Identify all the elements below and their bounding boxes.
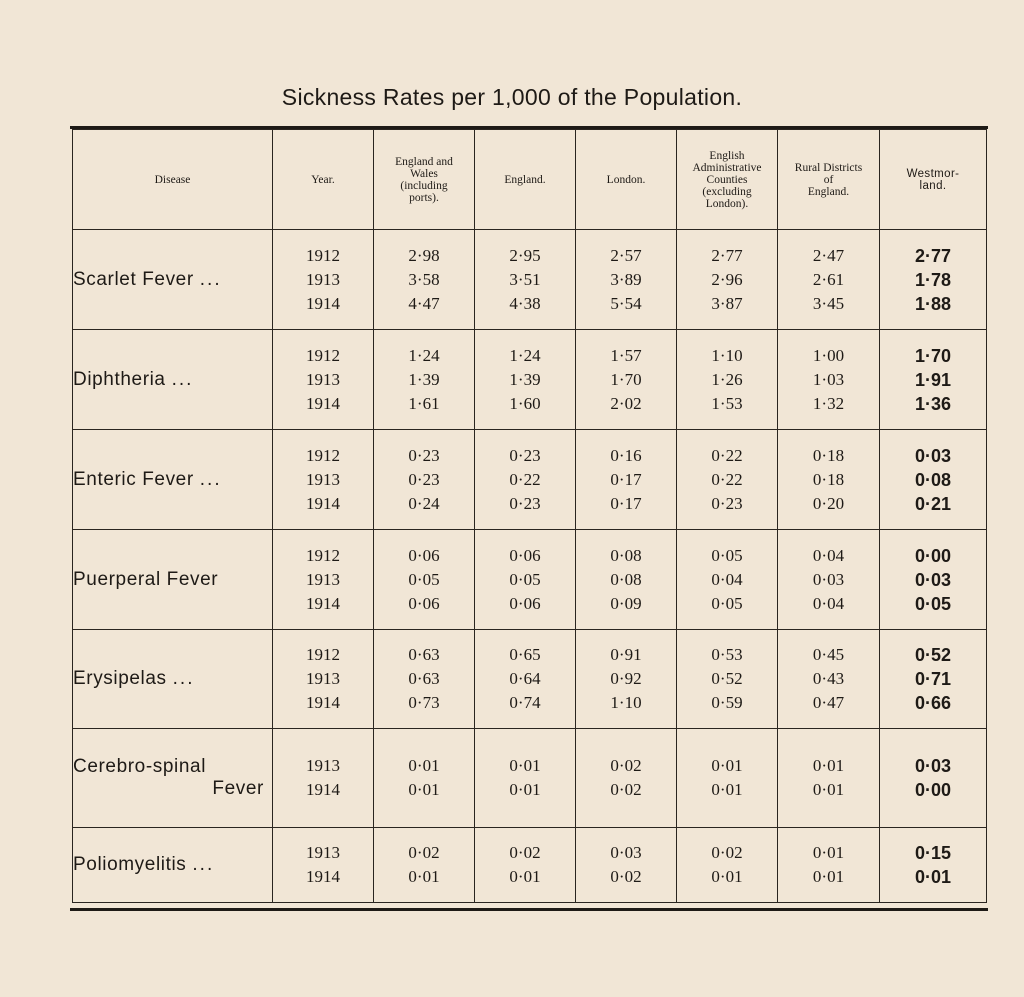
rate-value: 0·01	[509, 780, 541, 799]
year-value: 1913	[306, 469, 340, 489]
rate-value: 0·43	[812, 669, 845, 688]
disease-label: Puerperal Fever	[73, 568, 219, 590]
disease-label: Erysipelas	[73, 668, 167, 689]
rate-value: 0·00	[914, 780, 952, 800]
cell-years	[273, 828, 374, 903]
rate-value: 2·57	[610, 245, 642, 265]
year-value: 1914	[306, 393, 340, 413]
cell-years	[273, 330, 374, 430]
cell-england	[475, 630, 576, 729]
year-value: 1912	[306, 645, 340, 664]
rate-value: 0·01	[812, 756, 845, 775]
cell-england-wales	[374, 729, 475, 828]
rate-value: 1·60	[509, 393, 541, 413]
rate-value: 0·08	[610, 569, 642, 589]
cell-westmorland	[880, 330, 987, 430]
year-value: 1914	[306, 867, 340, 886]
sickness-rates-table	[72, 129, 987, 903]
rate-value: 0·02	[408, 843, 440, 862]
bottom-rule	[70, 908, 988, 911]
rate-value: 0·22	[711, 445, 743, 465]
rate-value: 0·23	[711, 493, 743, 513]
year-value: 1912	[306, 245, 340, 265]
rate-value: 0·01	[812, 867, 845, 886]
cell-admin-counties	[677, 230, 778, 330]
cell-westmorland	[880, 230, 987, 330]
header-admin-counties: English Administrative Counties (excluding London).	[677, 130, 778, 230]
rate-value: 0·15	[914, 843, 952, 863]
cell-admin-counties	[677, 630, 778, 729]
rate-value: 0·01	[408, 756, 440, 775]
cell-london	[576, 230, 677, 330]
year-value: 1913	[306, 269, 340, 289]
rate-value: 0·92	[610, 669, 642, 688]
rate-value: 0·01	[914, 867, 952, 887]
cell-london	[576, 630, 677, 729]
rate-value: 0·05	[711, 593, 743, 613]
rate-value: 0·01	[408, 780, 440, 799]
year-value: 1914	[306, 780, 340, 799]
cell-years	[273, 430, 374, 530]
rate-value: 1·70	[610, 369, 642, 389]
rate-value: 0·63	[408, 669, 440, 688]
rate-value: 0·01	[711, 780, 743, 799]
disease-name	[73, 630, 273, 729]
rate-value: 0·63	[408, 645, 440, 664]
cell-london	[576, 828, 677, 903]
year-value: 1913	[306, 756, 340, 775]
rate-value: 0·20	[812, 493, 845, 513]
rate-value: 1·70	[914, 345, 952, 366]
disease-label: Diphtheria	[73, 368, 166, 390]
rate-value: 1·36	[914, 393, 952, 414]
rate-value: 0·03	[610, 843, 642, 862]
rate-value: 0·22	[509, 469, 541, 489]
cell-admin-counties	[677, 828, 778, 903]
rate-value: 4·38	[509, 293, 541, 313]
cell-years	[273, 630, 374, 729]
rate-value: 0·01	[509, 756, 541, 775]
leader-dots: ...	[199, 468, 222, 490]
disease-label-line2: Fever	[212, 778, 264, 799]
cell-england	[475, 230, 576, 330]
cell-westmorland	[880, 430, 987, 530]
cell-england	[475, 530, 576, 630]
cell-england-wales	[374, 828, 475, 903]
page-title: Sickness Rates per 1,000 of the Population.	[281, 84, 743, 110]
rate-value: 0·21	[914, 493, 952, 514]
rate-value: 0·17	[610, 469, 642, 489]
disease-label: Enteric Fever	[73, 468, 194, 490]
disease-name	[73, 230, 273, 330]
cell-rural	[778, 530, 880, 630]
rate-value: 0·04	[812, 545, 845, 565]
header-row	[73, 130, 987, 230]
cell-england-wales	[374, 230, 475, 330]
disease-name	[73, 828, 273, 903]
disease-label: Scarlet Fever	[73, 268, 194, 290]
rate-value: 0·03	[812, 569, 845, 589]
year-value: 1912	[306, 445, 340, 465]
rate-value: 3·51	[509, 269, 541, 289]
rate-value: 1·24	[509, 345, 541, 365]
cell-england	[475, 430, 576, 530]
leader-dots: ...	[192, 854, 215, 875]
disease-row	[73, 430, 987, 530]
rate-value: 0·52	[711, 669, 743, 688]
rate-value: 0·16	[610, 445, 642, 465]
disease-name	[73, 729, 273, 828]
rate-value: 2·61	[812, 269, 845, 289]
rate-value: 0·03	[914, 445, 952, 466]
rate-value: 0·64	[509, 669, 541, 688]
rate-value: 0·04	[812, 593, 845, 613]
disease-row	[73, 729, 987, 828]
disease-label: Cerebro-spinal	[73, 756, 207, 777]
year-value: 1913	[306, 569, 340, 589]
rate-value: 1·91	[914, 369, 952, 390]
cell-england	[475, 330, 576, 430]
rate-value: 0·02	[610, 780, 642, 799]
rate-value: 2·98	[408, 245, 440, 265]
rate-value: 1·10	[711, 345, 743, 365]
rate-value: 0·53	[711, 645, 743, 664]
disease-row	[73, 530, 987, 630]
rate-value: 0·04	[711, 569, 743, 589]
year-value: 1912	[306, 345, 340, 365]
rate-value: 0·00	[914, 545, 952, 566]
cell-rural	[778, 729, 880, 828]
rate-value: 1·88	[914, 293, 952, 314]
rate-value: 2·77	[711, 245, 743, 265]
header-year: Year.	[273, 130, 374, 230]
rate-value: 0·66	[914, 693, 952, 713]
rate-value: 0·05	[914, 593, 952, 614]
header-disease: Disease	[73, 130, 273, 230]
rate-value: 1·26	[711, 369, 743, 389]
rate-value: 0·06	[408, 593, 440, 613]
rate-value: 0·03	[914, 756, 952, 776]
cell-england-wales	[374, 530, 475, 630]
year-value: 1912	[306, 545, 340, 565]
rate-value: 0·02	[711, 843, 743, 862]
cell-years	[273, 729, 374, 828]
header-england-wales: England and Wales (including ports).	[374, 130, 475, 230]
rate-value: 0·05	[509, 569, 541, 589]
cell-westmorland	[880, 828, 987, 903]
cell-london	[576, 729, 677, 828]
cell-rural	[778, 230, 880, 330]
rate-value: 0·23	[509, 445, 541, 465]
rate-value: 0·01	[711, 867, 743, 886]
rate-value: 2·02	[610, 393, 642, 413]
rate-value: 0·23	[509, 493, 541, 513]
year-value: 1914	[306, 593, 340, 613]
rate-value: 0·65	[509, 645, 541, 664]
rate-value: 0·71	[914, 669, 952, 689]
disease-row	[73, 330, 987, 430]
rate-value: 0·17	[610, 493, 642, 513]
rate-value: 2·47	[812, 245, 845, 265]
rate-value: 3·58	[408, 269, 440, 289]
rate-value: 1·24	[408, 345, 440, 365]
cell-rural	[778, 430, 880, 530]
rate-value: 0·45	[812, 645, 845, 664]
cell-england	[475, 828, 576, 903]
rate-value: 0·08	[610, 545, 642, 565]
rate-value: 0·06	[509, 545, 541, 565]
rate-value: 1·32	[812, 393, 845, 413]
rate-value: 0·01	[408, 867, 440, 886]
rate-value: 1·39	[408, 369, 440, 389]
cell-london	[576, 530, 677, 630]
year-value: 1913	[306, 843, 340, 862]
rate-value: 0·05	[711, 545, 743, 565]
cell-westmorland	[880, 530, 987, 630]
leader-dots: ...	[172, 668, 195, 689]
rate-value: 0·59	[711, 693, 743, 712]
cell-years	[273, 230, 374, 330]
header-rural-districts: Rural Districts of England.	[778, 130, 880, 230]
cell-england-wales	[374, 430, 475, 530]
cell-london	[576, 430, 677, 530]
year-value: 1914	[306, 493, 340, 513]
rate-value: 0·06	[408, 545, 440, 565]
rate-value: 1·78	[914, 269, 952, 290]
cell-admin-counties	[677, 430, 778, 530]
rate-value: 0·01	[509, 867, 541, 886]
year-value: 1913	[306, 669, 340, 688]
rate-value: 0·02	[610, 867, 642, 886]
header-london: London.	[576, 130, 677, 230]
header-england: England.	[475, 130, 576, 230]
rate-value: 0·52	[914, 645, 952, 665]
rate-value: 2·96	[711, 269, 743, 289]
rate-value: 1·03	[812, 369, 845, 389]
leader-dots: ...	[171, 368, 194, 390]
rate-value: 0·23	[408, 469, 440, 489]
rate-value: 0·24	[408, 493, 440, 513]
cell-admin-counties	[677, 729, 778, 828]
cell-rural	[778, 330, 880, 430]
rate-value: 3·89	[610, 269, 642, 289]
disease-name	[73, 330, 273, 430]
rate-value: 0·06	[509, 593, 541, 613]
cell-westmorland	[880, 630, 987, 729]
rate-value: 1·57	[610, 345, 642, 365]
cell-england-wales	[374, 330, 475, 430]
rate-value: 3·45	[812, 293, 845, 313]
rate-value: 5·54	[610, 293, 642, 313]
rate-value: 0·01	[812, 843, 845, 862]
rate-value: 4·47	[408, 293, 440, 313]
rate-value: 0·74	[509, 693, 541, 712]
cell-admin-counties	[677, 330, 778, 430]
header-westmorland: Westmor- land.	[880, 130, 987, 230]
rate-value: 3·87	[711, 293, 743, 313]
disease-name	[73, 530, 273, 630]
disease-name	[73, 430, 273, 530]
rate-value: 1·10	[610, 693, 642, 712]
disease-row	[73, 630, 987, 729]
rate-value: 0·09	[610, 593, 642, 613]
cell-rural	[778, 828, 880, 903]
rate-value: 0·91	[610, 645, 642, 664]
rate-value: 1·39	[509, 369, 541, 389]
disease-row	[73, 828, 987, 903]
rate-value: 1·53	[711, 393, 743, 413]
rate-value: 0·73	[408, 693, 440, 712]
cell-admin-counties	[677, 530, 778, 630]
disease-label: Poliomyelitis	[73, 854, 187, 875]
cell-england	[475, 729, 576, 828]
cell-england-wales	[374, 630, 475, 729]
rate-value: 0·18	[812, 469, 845, 489]
disease-row	[73, 230, 987, 330]
year-value: 1914	[306, 693, 340, 712]
cell-london	[576, 330, 677, 430]
rate-value: 2·95	[509, 245, 541, 265]
cell-westmorland	[880, 729, 987, 828]
rate-value: 0·02	[610, 756, 642, 775]
year-value: 1913	[306, 369, 340, 389]
year-value: 1914	[306, 293, 340, 313]
cell-years	[273, 530, 374, 630]
rate-value: 0·02	[509, 843, 541, 862]
rate-value: 0·05	[408, 569, 440, 589]
rate-value: 0·18	[812, 445, 845, 465]
rate-value: 0·01	[711, 756, 743, 775]
rate-value: 0·23	[408, 445, 440, 465]
leader-dots: ...	[199, 268, 222, 290]
rate-value: 0·03	[914, 569, 952, 590]
rate-value: 2·77	[914, 245, 952, 266]
rate-value: 0·01	[812, 780, 845, 799]
cell-rural	[778, 630, 880, 729]
rate-value: 0·08	[914, 469, 952, 490]
rate-value: 1·61	[408, 393, 440, 413]
rate-value: 1·00	[812, 345, 845, 365]
rate-value: 0·47	[812, 693, 845, 712]
rate-value: 0·22	[711, 469, 743, 489]
